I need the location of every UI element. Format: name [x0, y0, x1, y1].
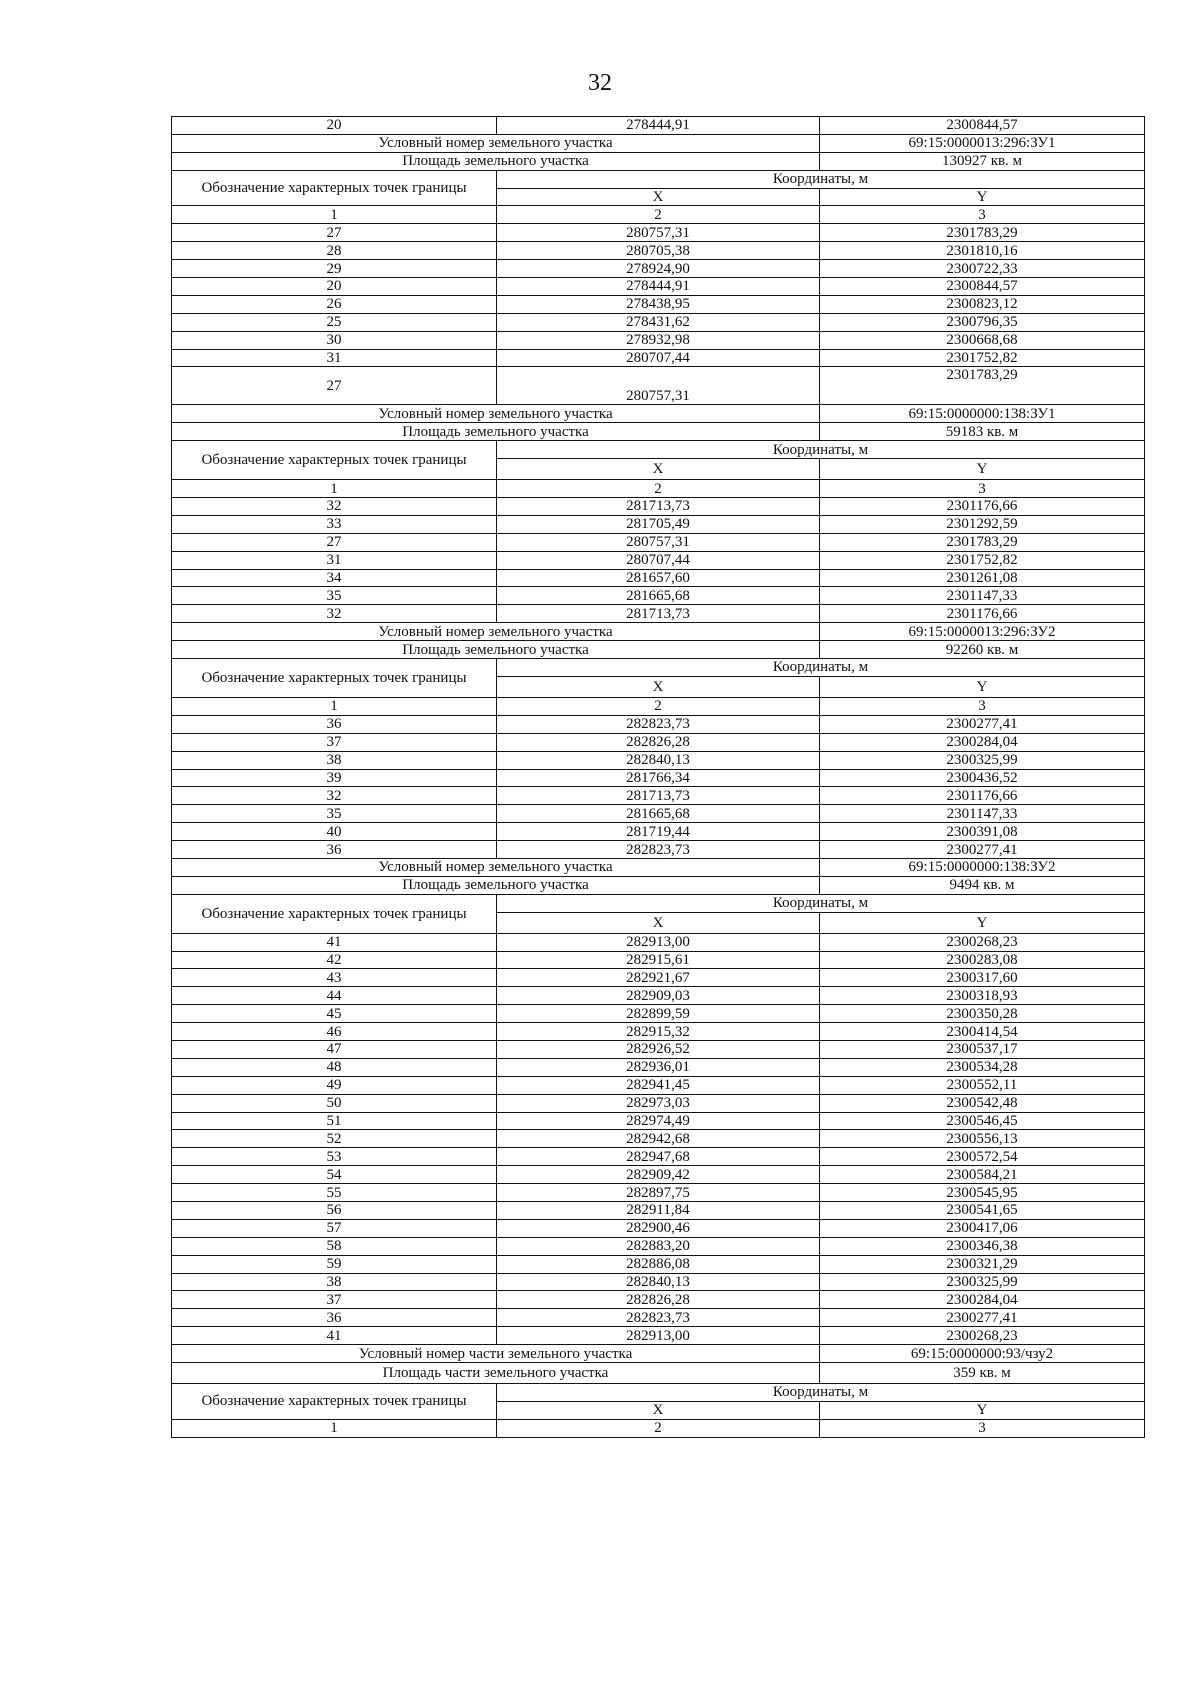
column-number: 2 [497, 697, 820, 715]
table-row [172, 751, 1145, 769]
x-cell: 278924,90 [497, 260, 820, 278]
table-row [172, 224, 1145, 242]
table-row [172, 1255, 1145, 1273]
table-row [172, 1309, 1145, 1327]
x-header: X [497, 188, 820, 206]
parcel-area-row [172, 1363, 1145, 1384]
coords-header: Координаты, м [497, 170, 1145, 188]
point-cell: 38 [172, 751, 497, 769]
x-cell: 280707,44 [497, 349, 820, 367]
point-cell: 38 [172, 1273, 497, 1291]
column-number: 1 [172, 480, 497, 498]
y-cell: 2300584,21 [820, 1166, 1145, 1184]
coords-header-row [172, 894, 1145, 912]
table-row [172, 1201, 1145, 1219]
y-cell: 2300268,23 [820, 933, 1145, 951]
table-row [172, 1130, 1145, 1148]
table-row [172, 733, 1145, 751]
coords-header: Координаты, м [497, 894, 1145, 912]
table-row [172, 805, 1145, 823]
coords-header-row [172, 170, 1145, 188]
table-row [172, 933, 1145, 951]
table-row [172, 498, 1145, 516]
y-cell: 2301752,82 [820, 551, 1145, 569]
parcel-number-value: 69:15:0000000:138:ЗУ1 [820, 405, 1145, 423]
table-row [172, 117, 1145, 135]
points-header: Обозначение характерных точек границы [172, 170, 497, 206]
point-cell: 30 [172, 331, 497, 349]
x-cell: 282936,01 [497, 1058, 820, 1076]
coords-header: Координаты, м [497, 441, 1145, 459]
point-cell: 41 [172, 1327, 497, 1345]
point-cell: 36 [172, 1309, 497, 1327]
y-cell: 2300317,60 [820, 969, 1145, 987]
y-header: Y [820, 912, 1145, 933]
x-cell: 282840,13 [497, 751, 820, 769]
point-cell: 43 [172, 969, 497, 987]
y-cell: 2301176,66 [820, 787, 1145, 805]
point-cell: 53 [172, 1148, 497, 1166]
y-cell: 2300284,04 [820, 1291, 1145, 1309]
y-cell: 2301147,33 [820, 805, 1145, 823]
point-cell: 36 [172, 841, 497, 859]
column-number-row [172, 1419, 1145, 1437]
point-cell: 25 [172, 313, 497, 331]
point-cell: 54 [172, 1166, 497, 1184]
column-number: 1 [172, 1419, 497, 1437]
point-cell: 57 [172, 1219, 497, 1237]
x-cell: 280757,31 [497, 224, 820, 242]
x-header: X [497, 459, 820, 480]
x-cell: 282973,03 [497, 1094, 820, 1112]
parcel-number-row [172, 623, 1145, 641]
x-cell: 278438,95 [497, 295, 820, 313]
x-cell: 278932,98 [497, 331, 820, 349]
point-cell: 33 [172, 515, 497, 533]
points-header: Обозначение характерных точек границы [172, 894, 497, 933]
x-header: X [497, 1401, 820, 1419]
y-cell: 2301176,66 [820, 498, 1145, 516]
x-cell: 282823,73 [497, 1309, 820, 1327]
parcel-number-value: 69:15:0000013:296:ЗУ1 [820, 134, 1145, 152]
y-cell: 2300534,28 [820, 1058, 1145, 1076]
table-row [172, 787, 1145, 805]
table-row [172, 605, 1145, 623]
y-cell: 2301261,08 [820, 569, 1145, 587]
table-row [172, 313, 1145, 331]
x-cell: 281705,49 [497, 515, 820, 533]
coords-header: Координаты, м [497, 1384, 1145, 1402]
x-cell: 282911,84 [497, 1201, 820, 1219]
y-header: Y [820, 459, 1145, 480]
parcel-number-label: Условный номер земельного участка [172, 405, 820, 423]
point-cell: 37 [172, 733, 497, 751]
x-header: X [497, 912, 820, 933]
y-cell: 2301752,82 [820, 349, 1145, 367]
table-row [172, 1005, 1145, 1023]
y-cell: 2300277,41 [820, 1309, 1145, 1327]
parcel-number-row [172, 405, 1145, 423]
column-number: 3 [820, 1419, 1145, 1437]
x-cell: 281665,68 [497, 805, 820, 823]
table-row [172, 260, 1145, 278]
x-cell: 282899,59 [497, 1005, 820, 1023]
page-number: 32 [588, 70, 612, 96]
x-cell: 282909,42 [497, 1166, 820, 1184]
point-cell: 49 [172, 1076, 497, 1094]
table-row [172, 278, 1145, 296]
table-row [172, 1219, 1145, 1237]
table-row [172, 1291, 1145, 1309]
point-cell: 42 [172, 951, 497, 969]
y-cell: 2300325,99 [820, 1273, 1145, 1291]
parcel-area-row [172, 876, 1145, 894]
x-cell: 282974,49 [497, 1112, 820, 1130]
table-row [172, 1076, 1145, 1094]
table-row [172, 587, 1145, 605]
x-cell: 281713,73 [497, 605, 820, 623]
parcel-number-label: Условный номер земельного участка [172, 623, 820, 641]
table-row [172, 969, 1145, 987]
point-cell: 47 [172, 1040, 497, 1058]
column-number-row [172, 206, 1145, 224]
x-cell: 282947,68 [497, 1148, 820, 1166]
x-cell: 282913,00 [497, 933, 820, 951]
x-cell: 281713,73 [497, 787, 820, 805]
y-cell: 2300844,57 [820, 117, 1145, 135]
table-row [172, 1273, 1145, 1291]
parcel-area-value: 9494 кв. м [820, 876, 1145, 894]
y-header: Y [820, 188, 1145, 206]
point-cell: 32 [172, 498, 497, 516]
x-cell: 282900,46 [497, 1219, 820, 1237]
column-number: 2 [497, 1419, 820, 1437]
point-cell: 59 [172, 1255, 497, 1273]
parcel-area-value: 92260 кв. м [820, 641, 1145, 659]
table-row [172, 331, 1145, 349]
y-cell: 2300318,93 [820, 987, 1145, 1005]
parcel-area-row [172, 641, 1145, 659]
coordinates-table [171, 116, 1145, 1438]
parcel-area-row [172, 423, 1145, 441]
x-cell: 282913,00 [497, 1327, 820, 1345]
y-cell: 2300556,13 [820, 1130, 1145, 1148]
y-cell: 2300823,12 [820, 295, 1145, 313]
y-cell: 2300350,28 [820, 1005, 1145, 1023]
x-cell: 280707,44 [497, 551, 820, 569]
x-cell: 282826,28 [497, 733, 820, 751]
table-row [172, 1058, 1145, 1076]
table-row [172, 769, 1145, 787]
y-cell: 2300436,52 [820, 769, 1145, 787]
point-cell: 51 [172, 1112, 497, 1130]
y-cell: 2300391,08 [820, 823, 1145, 841]
y-cell: 2301783,29 [820, 533, 1145, 551]
point-cell: 52 [172, 1130, 497, 1148]
table-row [172, 551, 1145, 569]
table-row [172, 533, 1145, 551]
parcel-number-row [172, 134, 1145, 152]
x-cell: 280757,31 [497, 367, 820, 405]
table-row [172, 569, 1145, 587]
y-cell: 2301783,29 [820, 224, 1145, 242]
point-cell: 55 [172, 1184, 497, 1202]
table-row [172, 1327, 1145, 1345]
x-cell: 282942,68 [497, 1130, 820, 1148]
parcel-number-row [172, 1345, 1145, 1363]
x-cell: 280757,31 [497, 533, 820, 551]
points-header: Обозначение характерных точек границы [172, 659, 497, 698]
points-header: Обозначение характерных точек границы [172, 1384, 497, 1420]
point-cell: 37 [172, 1291, 497, 1309]
point-cell: 32 [172, 605, 497, 623]
x-cell: 278444,91 [497, 117, 820, 135]
point-cell: 36 [172, 715, 497, 733]
y-cell: 2300321,29 [820, 1255, 1145, 1273]
table-row [172, 1184, 1145, 1202]
x-cell: 278444,91 [497, 278, 820, 296]
table-row [172, 515, 1145, 533]
coordinates-table-body [172, 117, 1145, 1438]
x-cell: 282915,61 [497, 951, 820, 969]
y-cell: 2300414,54 [820, 1023, 1145, 1041]
parcel-number-row [172, 858, 1145, 876]
parcel-area-label: Площадь земельного участка [172, 641, 820, 659]
parcel-number-label: Условный номер земельного участка [172, 858, 820, 876]
point-cell: 48 [172, 1058, 497, 1076]
table-row [172, 1094, 1145, 1112]
table-row [172, 1023, 1145, 1041]
y-cell: 2300844,57 [820, 278, 1145, 296]
coords-header-row [172, 659, 1145, 677]
y-cell: 2301810,16 [820, 242, 1145, 260]
x-cell: 282909,03 [497, 987, 820, 1005]
x-cell: 282823,73 [497, 715, 820, 733]
y-cell: 2300346,38 [820, 1237, 1145, 1255]
y-cell: 2301176,66 [820, 605, 1145, 623]
parcel-number-value: 69:15:0000000:138:ЗУ2 [820, 858, 1145, 876]
y-cell: 2300546,45 [820, 1112, 1145, 1130]
y-cell: 2300668,68 [820, 331, 1145, 349]
point-cell: 34 [172, 569, 497, 587]
y-header: Y [820, 1401, 1145, 1419]
point-cell: 20 [172, 117, 497, 135]
table-row [172, 295, 1145, 313]
table-row [172, 1112, 1145, 1130]
column-number: 2 [497, 480, 820, 498]
x-cell: 281719,44 [497, 823, 820, 841]
y-cell: 2300417,06 [820, 1219, 1145, 1237]
point-cell: 32 [172, 787, 497, 805]
y-cell: 2300277,41 [820, 715, 1145, 733]
coords-header-row [172, 1384, 1145, 1402]
x-cell: 278431,62 [497, 313, 820, 331]
table-row [172, 987, 1145, 1005]
x-cell: 281665,68 [497, 587, 820, 605]
table-row [172, 1148, 1145, 1166]
coords-header-row [172, 441, 1145, 459]
point-cell: 31 [172, 551, 497, 569]
y-cell: 2300283,08 [820, 951, 1145, 969]
y-cell: 2301292,59 [820, 515, 1145, 533]
y-cell: 2300277,41 [820, 841, 1145, 859]
point-cell: 35 [172, 587, 497, 605]
y-header: Y [820, 676, 1145, 697]
x-cell: 281657,60 [497, 569, 820, 587]
point-cell: 46 [172, 1023, 497, 1041]
x-cell: 282941,45 [497, 1076, 820, 1094]
point-cell: 58 [172, 1237, 497, 1255]
point-cell: 40 [172, 823, 497, 841]
column-number-row [172, 697, 1145, 715]
y-cell: 2300722,33 [820, 260, 1145, 278]
parcel-area-row [172, 152, 1145, 170]
x-cell: 281766,34 [497, 769, 820, 787]
x-cell: 282926,52 [497, 1040, 820, 1058]
x-cell: 280705,38 [497, 242, 820, 260]
column-number: 1 [172, 697, 497, 715]
y-cell: 2300545,95 [820, 1184, 1145, 1202]
table-row [172, 242, 1145, 260]
points-header: Обозначение характерных точек границы [172, 441, 497, 480]
y-cell: 2300552,11 [820, 1076, 1145, 1094]
column-number: 3 [820, 697, 1145, 715]
x-cell: 282826,28 [497, 1291, 820, 1309]
column-number: 3 [820, 206, 1145, 224]
point-cell: 29 [172, 260, 497, 278]
y-cell: 2301147,33 [820, 587, 1145, 605]
table-row [172, 841, 1145, 859]
x-cell: 282883,20 [497, 1237, 820, 1255]
y-cell: 2300325,99 [820, 751, 1145, 769]
point-cell: 27 [172, 224, 497, 242]
table-row [172, 1166, 1145, 1184]
y-cell: 2300537,17 [820, 1040, 1145, 1058]
parcel-area-label: Площадь земельного участка [172, 152, 820, 170]
parcel-area-label: Площадь земельного участка [172, 876, 820, 894]
point-cell: 56 [172, 1201, 497, 1219]
parcel-area-value: 59183 кв. м [820, 423, 1145, 441]
parcel-number-value: 69:15:0000013:296:ЗУ2 [820, 623, 1145, 641]
x-cell: 282897,75 [497, 1184, 820, 1202]
parcel-number-label: Условный номер части земельного участка [172, 1345, 820, 1363]
point-cell: 20 [172, 278, 497, 296]
point-cell: 50 [172, 1094, 497, 1112]
column-number: 1 [172, 206, 497, 224]
x-cell: 282840,13 [497, 1273, 820, 1291]
parcel-area-value: 130927 кв. м [820, 152, 1145, 170]
column-number: 3 [820, 480, 1145, 498]
point-cell: 44 [172, 987, 497, 1005]
point-cell: 27 [172, 533, 497, 551]
y-cell: 2300796,35 [820, 313, 1145, 331]
column-number: 2 [497, 206, 820, 224]
point-cell: 31 [172, 349, 497, 367]
point-cell: 45 [172, 1005, 497, 1023]
table-row [172, 823, 1145, 841]
y-cell: 2301783,29 [820, 367, 1145, 405]
parcel-area-value: 359 кв. м [820, 1363, 1145, 1384]
point-cell: 41 [172, 933, 497, 951]
point-cell: 28 [172, 242, 497, 260]
x-header: X [497, 676, 820, 697]
y-cell: 2300542,48 [820, 1094, 1145, 1112]
y-cell: 2300541,65 [820, 1201, 1145, 1219]
parcel-number-value: 69:15:0000000:93/чзу2 [820, 1345, 1145, 1363]
point-cell: 26 [172, 295, 497, 313]
point-cell: 39 [172, 769, 497, 787]
point-cell: 27 [172, 367, 497, 405]
table-row [172, 1040, 1145, 1058]
table-row [172, 715, 1145, 733]
x-cell: 281713,73 [497, 498, 820, 516]
y-cell: 2300284,04 [820, 733, 1145, 751]
y-cell: 2300572,54 [820, 1148, 1145, 1166]
coords-header: Координаты, м [497, 659, 1145, 677]
x-cell: 282886,08 [497, 1255, 820, 1273]
table-row [172, 367, 1145, 405]
table-row [172, 951, 1145, 969]
x-cell: 282823,73 [497, 841, 820, 859]
table-row [172, 1237, 1145, 1255]
parcel-area-label: Площадь части земельного участка [172, 1363, 820, 1384]
column-number-row [172, 480, 1145, 498]
parcel-number-label: Условный номер земельного участка [172, 134, 820, 152]
table-row [172, 349, 1145, 367]
x-cell: 282921,67 [497, 969, 820, 987]
parcel-area-label: Площадь земельного участка [172, 423, 820, 441]
y-cell: 2300268,23 [820, 1327, 1145, 1345]
point-cell: 35 [172, 805, 497, 823]
x-cell: 282915,32 [497, 1023, 820, 1041]
